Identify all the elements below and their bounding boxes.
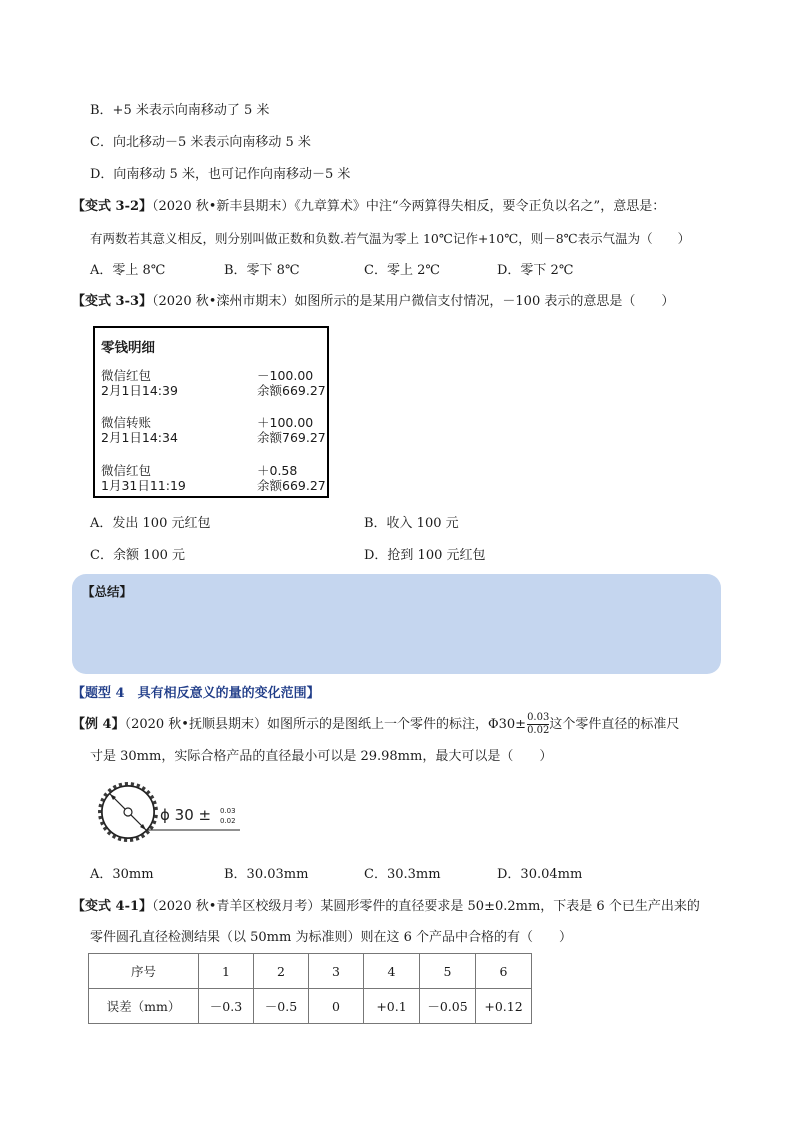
wallet-entry-balance: 余额669.27	[257, 383, 326, 398]
variant-3-2-text1: （2020 秋•新丰县期末）《九章算术》中注“今两算得失相反，要令正负以名之”，意思是：	[152, 199, 666, 214]
tolerance-lower: 0.02	[527, 725, 550, 736]
variant-4-1-text1: （2020 秋•青羊区校级月考）某圆形零件的直径要求是 50±0.2mm，下表是 6 个已生产出来的	[152, 899, 700, 914]
example-4-option-a: A．30mm	[90, 867, 154, 882]
wallet-entry-balance: 余额669.27	[257, 478, 326, 493]
table-cell: －0.3	[199, 989, 254, 1024]
example-4-option-b: B．30.03mm	[224, 867, 309, 882]
example-4-text1a: （2020 秋•抚顺县期末）如图所示的是图纸上一个零件的标注，Φ30±	[124, 717, 527, 732]
table-cell: 0	[309, 989, 364, 1024]
table-cell: 6	[476, 954, 532, 989]
table-cell: 5	[420, 954, 476, 989]
wallet-entry-amount: ＋0.58	[257, 463, 298, 478]
variant-3-3-option-d: D．抢到 100 元红包	[364, 548, 486, 563]
wallet-entry-amount: －100.00	[257, 368, 314, 383]
example-4-text1b: 这个零件直径的标准尺	[549, 717, 680, 732]
summary-label: 【总结】	[82, 584, 133, 599]
gear-label-main: ϕ 30 ±	[160, 806, 212, 824]
example-4-option-c: C．30.3mm	[364, 867, 441, 882]
variant-3-3-option-b: B．收入 100 元	[364, 516, 459, 531]
variant-3-2-line2: 有两数若其意义相反，则分别叫做正数和负数.若气温为零上 10℃记作+10℃，则－8℃表示气温为（ ）	[90, 231, 691, 246]
variant-3-2-option-b: B．零下 8℃	[224, 263, 300, 278]
variant-3-3-line1	[72, 293, 674, 311]
table-cell: 1	[199, 954, 254, 989]
option-c: C．向北移动－5 米表示向南移动 5 米	[90, 135, 311, 150]
wallet-entry-time: 1月31日11:19	[101, 478, 186, 493]
table-cell: 误差（mm）	[89, 989, 199, 1024]
table-cell: －0.05	[420, 989, 476, 1024]
variant-3-2-option-c: C．零上 2℃	[364, 263, 440, 278]
tolerance-fraction	[527, 712, 549, 737]
variant-3-2-option-d: D．零下 2℃	[497, 263, 574, 278]
example-4-line2: 寸是 30mm，实际合格产品的直径最小可以是 29.98mm，最大可以是（ ）	[90, 749, 553, 764]
table-cell: 4	[364, 954, 420, 989]
wallet-entry-name: 微信转账	[101, 415, 152, 430]
variant-3-3-text1: （2020 秋•滦州市期末）如图所示的是某用户微信支付情况，－100 表示的意思是（ ）	[152, 294, 675, 309]
table-cell: 2	[254, 954, 309, 989]
table-cell: +0.12	[476, 989, 532, 1024]
wallet-entry-time: 2月1日14:34	[101, 430, 178, 445]
option-d: D．向南移动 5 米，也可记作向南移动－5 米	[90, 167, 351, 182]
wallet-entry-name: 微信红包	[101, 463, 152, 478]
variant-4-1-tag: 【变式 4-1】	[72, 899, 153, 914]
table-row	[89, 989, 532, 1024]
wallet-entry-time: 2月1日14:39	[101, 383, 178, 398]
option-b: B．+5 米表示向南移动了 5 米	[90, 103, 270, 118]
example-4-line1	[72, 710, 679, 740]
table-cell: －0.5	[254, 989, 309, 1024]
wallet-entry-amount: ＋100.00	[257, 415, 314, 430]
type-4-heading: 【题型 4 具有相反意义的量的变化范围】	[72, 686, 320, 701]
wallet-title: 零钱明细	[101, 340, 155, 356]
variant-4-1-line2: 零件圆孔直径检测结果（以 50mm 为标准则）则在这 6 个产品中合格的有（ ）	[90, 930, 572, 945]
gear-label-upper: 0.03	[220, 807, 236, 815]
example-4-option-d: D．30.04mm	[497, 867, 583, 882]
wallet-entry-name: 微信红包	[101, 368, 152, 383]
gear-part-figure	[90, 780, 250, 844]
variant-3-2-option-a: A．零上 8℃	[90, 263, 166, 278]
wallet-entry-balance: 余额769.27	[257, 430, 326, 445]
variant-3-2-line1	[72, 198, 665, 216]
table-cell: +0.1	[364, 989, 420, 1024]
summary-box	[72, 574, 721, 674]
variant-3-3-option-c: C．余额 100 元	[90, 548, 186, 563]
variant-3-3-option-a: A．发出 100 元红包	[90, 516, 211, 531]
variant-4-1-line1	[72, 898, 700, 916]
gear-label-lower: 0.02	[220, 817, 236, 825]
example-4-tag: 【例 4】	[72, 717, 125, 732]
tolerance-upper: 0.03	[527, 712, 550, 723]
table-cell: 序号	[89, 954, 199, 989]
table-row	[89, 954, 532, 989]
table-cell: 3	[309, 954, 364, 989]
variant-3-2-tag: 【变式 3-2】	[72, 199, 153, 214]
wallet-details-figure	[93, 326, 329, 498]
variant-3-3-tag: 【变式 3-3】	[72, 294, 153, 309]
error-table	[88, 953, 532, 1024]
